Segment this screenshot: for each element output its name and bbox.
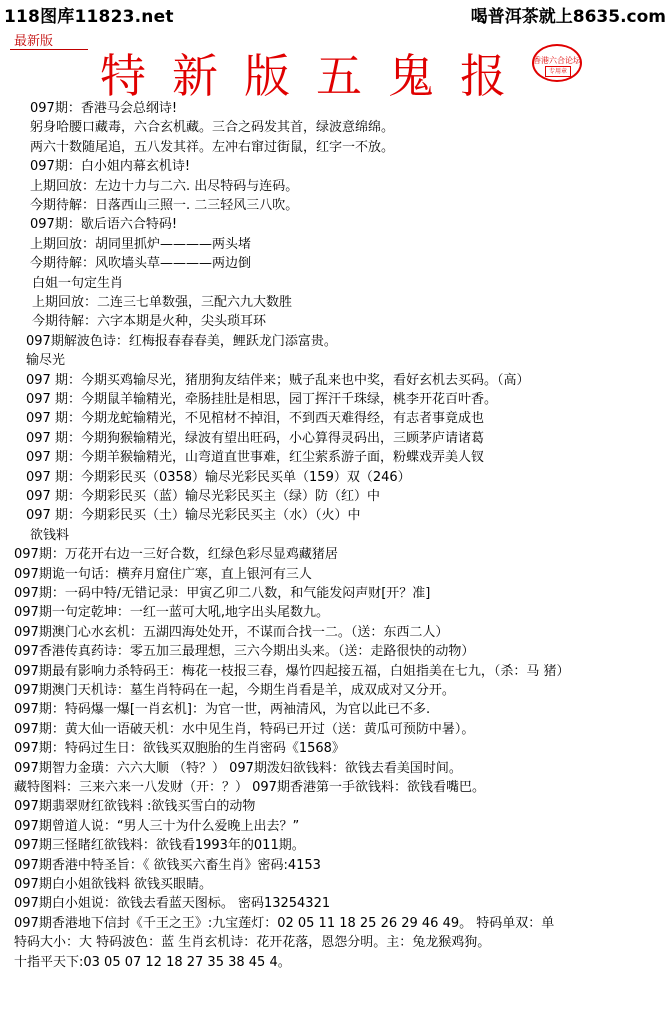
text-line: 十指平天下:03 05 07 12 18 27 35 38 45 4。 bbox=[14, 955, 291, 970]
text-line: 097期澳门天机诗：墓生肖特码在一起，今期生肖看是羊，成双成对又分开。 bbox=[14, 683, 455, 698]
text-line: 097期三怪睹红欲钱料：欲钱看1993年的011期。 bbox=[14, 838, 305, 853]
edition-badge: 最新版 bbox=[14, 34, 54, 49]
text-line: 097期翡翠财红欲钱料 :欲钱买雪白的动物 bbox=[14, 799, 256, 814]
text-line: 097期澳门心水玄机：五湖四海处处开，不谋而合找一二。（送：东西二人） bbox=[14, 625, 449, 640]
page-title: 特新版五鬼报 bbox=[100, 49, 532, 103]
text-line: 097香港传真药诗：零五加三最理想，三六今期出头来。（送：走路很快的动物） bbox=[14, 644, 475, 659]
text-line: 097期：万花开右边一三好合数，红绿色彩尽显鸡藏猪居 bbox=[14, 547, 338, 562]
text-line: 097期：特码爆一爆[一肖玄机]：为官一世，两袖清风，为官以此已不多. bbox=[14, 702, 431, 717]
text-line: 097期智力金璜：六六大顺 （特？） 097期泼妇欲钱料：欲钱去看美国时间。 bbox=[14, 761, 462, 776]
text-line: 097期：特码过生日：欲钱买双胞胎的生肖密码《1568》 bbox=[14, 741, 345, 756]
text-line: 097期：白小姐内幕玄机诗! bbox=[30, 159, 191, 174]
text-line: 今期待解：日落西山三照一. 二三轻风三八吹。 bbox=[30, 198, 299, 213]
text-line: 藏特图料：三来六来一八发财（开：？） 097期香港第一手欲钱料：欲钱看嘴巴。 bbox=[14, 780, 485, 795]
text-line: 097期：一码中特/无错记录：甲寅乙卯二八数，和气能发闷声财[开？准] bbox=[14, 586, 431, 601]
text-line: 097期：歇后语六合特码! bbox=[30, 217, 178, 232]
text-line: 097期曾道人说：“男人三十为什么爱晚上出去？” bbox=[14, 819, 300, 834]
text-line: 上期回放：左边十力与二六. 出尽特码与连码。 bbox=[30, 179, 299, 194]
text-line: 上期回放：二连三七单数强，三配六九大数胜 bbox=[32, 295, 293, 310]
text-line: 白姐一句定生肖 bbox=[32, 276, 124, 291]
text-line: 躬身哈腰口藏毒，六合玄机藏。三合之码发其首，绿波意绵绵。 bbox=[30, 120, 395, 135]
site-name-right: 喝普洱茶就上8635.com bbox=[470, 7, 666, 27]
text-line: 097 期：今期买鸡输尽光，猪朋狗友结伴来；贼子乱来也中奖，看好玄机去买码。（高） bbox=[26, 373, 530, 388]
text-line: 097期：香港马会总纲诗! bbox=[30, 101, 178, 116]
text-line: 特码大小：大 特码波色：蓝 生肖玄机诗：花开花落，恩怨分明。主：兔龙猴鸡狗。 bbox=[14, 935, 491, 950]
text-line: 今期待解：六字本期是火种，尖头琐耳环 bbox=[32, 314, 267, 329]
text-line: 097期：黄大仙一语破天机：水中见生肖，特码已开过（送：黄瓜可预防中暑）。 bbox=[14, 722, 475, 737]
text-line: 097期最有影响力杀特码王：梅花一枝报三春，爆竹四起接五福，白姐指美在七九，（杀：马 猪） bbox=[14, 664, 570, 679]
text-line: 097 期：今期彩民买（蓝）输尽光彩民买主（绿）防（红）中 bbox=[26, 489, 380, 504]
text-line: 097期白小姐欲钱料 欲钱买眼睛。 bbox=[14, 877, 212, 892]
text-line: 097 期：今期彩民买（土）输尽光彩民买主（水）（火）中 bbox=[26, 508, 361, 523]
text-line: 097期香港中特圣旨：《 欲钱买六畜生肖》密码:4153 bbox=[14, 858, 321, 873]
text-line: 097期白小姐说：欲钱去看蓝天图标。 密码13254321 bbox=[14, 896, 331, 911]
text-line: 097期诡一句话：横弃月窟住广寒，直上银河有三人 bbox=[14, 567, 312, 582]
text-line: 097 期：今期羊猴输精光，山弯道直世事难，红尘萦系游子面，粉蝶戏弄美人钗 bbox=[26, 450, 484, 465]
text-line: 上期回放：胡同里抓炉————两头堵 bbox=[30, 237, 252, 252]
text-line: 097 期：今期龙蛇输精光，不见棺材不掉泪，不到西天难得经，有志者事竟成也 bbox=[26, 411, 484, 426]
text-line: 097 期：今期彩民买（0358）输尽光彩民买单（159）双（246） bbox=[26, 470, 411, 485]
text-line: 欲钱料 bbox=[30, 528, 70, 543]
seal-stamp-inner: 专用章 bbox=[545, 66, 571, 77]
text-line: 097 期：今期狗猴输精光，绿波有望出旺码，小心算得灵码出，三顾茅庐请诸葛 bbox=[26, 431, 484, 446]
badge-underline bbox=[10, 49, 88, 50]
text-line: 两六十数随尾追，五八发其祥。左冲右窜过街鼠，红字一不放。 bbox=[30, 140, 395, 155]
text-line: 今期待解：风吹墙头草————两边倒 bbox=[30, 256, 252, 271]
site-name-left: 118图库11823.net bbox=[4, 7, 174, 27]
seal-stamp-text: 香港六合论坛 bbox=[533, 56, 581, 65]
text-line: 097期一句定乾坤：一红一蓝可大吼,地字出头尾数九。 bbox=[14, 605, 329, 620]
text-line: 097 期：今期鼠羊输精光，牵肠挂肚是相思，园丁挥汗千珠绿，桃李开花百叶香。 bbox=[26, 392, 497, 407]
text-line: 输尽光 bbox=[26, 353, 66, 368]
text-line: 097期香港地下信封《千王之王》:九宝莲灯：02 05 11 18 25 26 29 46 49。 特码单双：单 bbox=[14, 916, 555, 931]
text-line: 097期解波色诗：红梅报春春春美，鲤跃龙门添富贵。 bbox=[26, 334, 337, 349]
